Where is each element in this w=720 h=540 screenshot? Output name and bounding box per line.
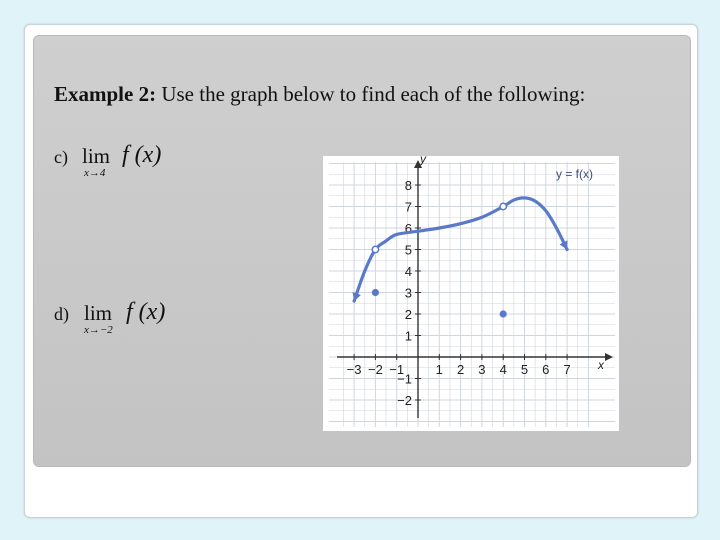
x-tick-label: −3	[346, 362, 362, 377]
y-tick-label: 2	[404, 307, 412, 322]
y-tick-label: −1	[397, 371, 412, 387]
graph-legend: y = f(x)	[556, 167, 594, 181]
grid	[329, 162, 615, 427]
x-tick-label: 7	[563, 362, 571, 377]
x-tick-label: −2	[367, 362, 383, 377]
part-d-lim: lim	[84, 301, 113, 325]
closed-point	[372, 289, 379, 296]
part-c-function: f (x)	[122, 142, 162, 168]
graph-svg	[323, 156, 619, 431]
function-graph	[323, 156, 619, 431]
y-tick-label: 3	[404, 285, 412, 301]
y-tick-label: 1	[404, 328, 412, 344]
y-tick-label: −2	[397, 393, 412, 408]
x-tick-label: 5	[520, 362, 529, 377]
closed-point	[500, 310, 507, 317]
example-label: Example 2:	[54, 82, 157, 106]
open-point	[500, 203, 506, 209]
x-tick-label: 3	[478, 362, 486, 377]
part-d-function: f (x)	[126, 299, 166, 325]
x-axis-arrow	[605, 353, 613, 361]
x-tick-label: 4	[499, 362, 507, 377]
part-c-label: c)	[54, 147, 68, 167]
slide-title	[54, 82, 585, 107]
y-axis-label: y	[420, 156, 426, 166]
x-tick-label: 2	[456, 362, 465, 377]
x-tick-label: −1	[389, 362, 405, 377]
y-tick-label: 7	[404, 199, 412, 215]
x-axis-label: x	[598, 358, 604, 372]
y-tick-label: 6	[404, 221, 412, 236]
y-tick-label: 4	[404, 264, 412, 279]
open-point	[372, 246, 378, 252]
y-tick-label: 5	[404, 242, 412, 258]
y-tick-label: 8	[404, 178, 412, 193]
x-tick-label: 1	[435, 362, 443, 377]
example-instruction: Use the graph below to find each of the following:	[156, 82, 586, 106]
part-c-lim: lim	[82, 144, 111, 168]
part-d-approach: x→−2	[84, 324, 113, 336]
x-tick-label: 6	[542, 362, 550, 377]
axes	[337, 160, 613, 418]
part-d-label: d)	[54, 304, 69, 324]
part-c-approach: x→4	[84, 167, 106, 179]
